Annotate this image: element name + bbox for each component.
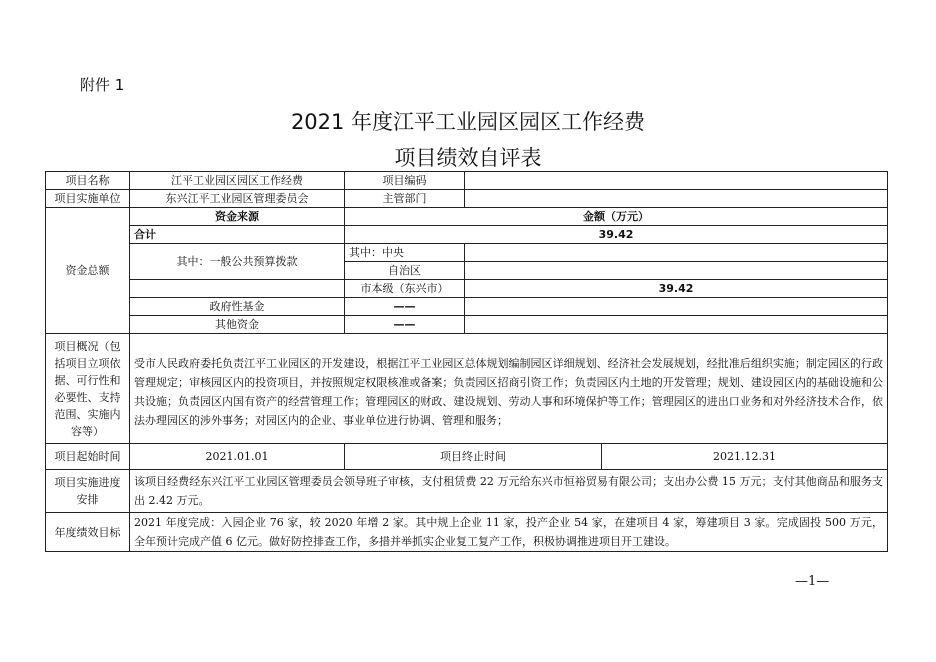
- table-row: [46, 190, 888, 208]
- table-row: [46, 470, 888, 513]
- gov-fund-value: ——: [345, 298, 465, 316]
- start-value: 2021.01.01: [130, 444, 345, 470]
- total-label: 合计: [130, 226, 345, 244]
- table-row: [46, 244, 888, 262]
- table-row: [46, 513, 888, 552]
- city-label: 市本级（东兴市）: [345, 280, 465, 298]
- project-name-label: 项目名称: [46, 172, 130, 190]
- table-row: [46, 280, 888, 298]
- autonomous-label: 自治区: [345, 262, 465, 280]
- progress-text: 该项目经费经东兴江平工业园区管理委员会领导班子审核，支付租赁费 22 万元给东兴市恒裕贸易有限公司；支出办公费 15 万元；支付其他商品和服务支出 2.42 万元。: [130, 470, 888, 513]
- impl-unit-value: 东兴江平工业园区管理委员会: [130, 190, 345, 208]
- gov-fund-label: 政府性基金: [130, 298, 345, 316]
- attachment-label: 附件 1: [80, 76, 125, 94]
- project-code-label: 项目编码: [345, 172, 465, 190]
- goal-text: 2021 年度完成：入园企业 76 家，较 2020 年增 2 家。其中规上企业 11 家，投产企业 54 家，在建项目 4 家，筹建项目 3 家。完成固投 500 万元，全年预计完成产值 6 亿元。做好防控排查工作，多措并举抓实企业复工复产工作，积极协调推进项目开工建设。: [130, 513, 888, 552]
- city-value: 39.42: [465, 280, 888, 298]
- dept-label: 主管部门: [345, 190, 465, 208]
- table-row: [46, 444, 888, 470]
- gov-fund-extra: [465, 298, 888, 316]
- impl-unit-label: 项目实施单位: [46, 190, 130, 208]
- other-fund-extra: [465, 316, 888, 334]
- other-fund-value: ——: [345, 316, 465, 334]
- blank-cell: [130, 280, 345, 298]
- table-row: [46, 208, 888, 226]
- end-value: 2021.12.31: [602, 444, 888, 470]
- table-row: [46, 172, 888, 190]
- document-subtitle: 项目绩效自评表: [394, 146, 542, 170]
- amount-header: 金额（万元）: [345, 208, 888, 226]
- central-value: [465, 244, 888, 262]
- overview-text: 受市人民政府委托负责江平工业园区的开发建设，根据江平工业园区总体规划编制园区详细规划、经济社会发展规划，经批准后组织实施；制定园区的行政管理规定；审核园区内的投资项目，并按照规定权限核准或备案；负责园区招商引资工作；负责园区内土地的开发管理；规划、建设园区内的基础设施和公共设施；负责园区内国有资产的经营管理工作；管理园区的财政、建设规划、劳动人事和环境保护等工作；管理园区的进出口业务和对外经济技术合作，依法办理园区的涉外事务；对园区内的企业、事业单位进行协调、管理和服务；: [130, 334, 888, 444]
- goal-label: 年度绩效目标: [46, 513, 130, 552]
- project-name-value: 江平工业园区园区工作经费: [130, 172, 345, 190]
- fund-total-label: 资金总额: [46, 208, 130, 334]
- progress-label: 项目实施进度安排: [46, 470, 130, 513]
- page-number: —1—: [795, 574, 830, 589]
- table-row: [46, 226, 888, 244]
- performance-table: [45, 171, 888, 552]
- dept-value: [465, 190, 888, 208]
- central-label: 其中：中央: [345, 244, 465, 262]
- project-code-value: [465, 172, 888, 190]
- table-row: [46, 316, 888, 334]
- other-fund-label: 其他资金: [130, 316, 345, 334]
- document-title: 2021 年度江平工业园区园区工作经费: [290, 110, 646, 134]
- start-label: 项目起始时间: [46, 444, 130, 470]
- overview-label: 项目概况（包括项目立项依据、可行性和必要性、支持范围、实施内容等）: [46, 334, 130, 444]
- table-row: [46, 334, 888, 444]
- end-label: 项目终止时间: [345, 444, 602, 470]
- general-budget-label: 其中：一般公共预算拨款: [130, 244, 345, 280]
- total-value: 39.42: [345, 226, 888, 244]
- source-header: 资金来源: [130, 208, 345, 226]
- table-row: [46, 298, 888, 316]
- autonomous-value: [465, 262, 888, 280]
